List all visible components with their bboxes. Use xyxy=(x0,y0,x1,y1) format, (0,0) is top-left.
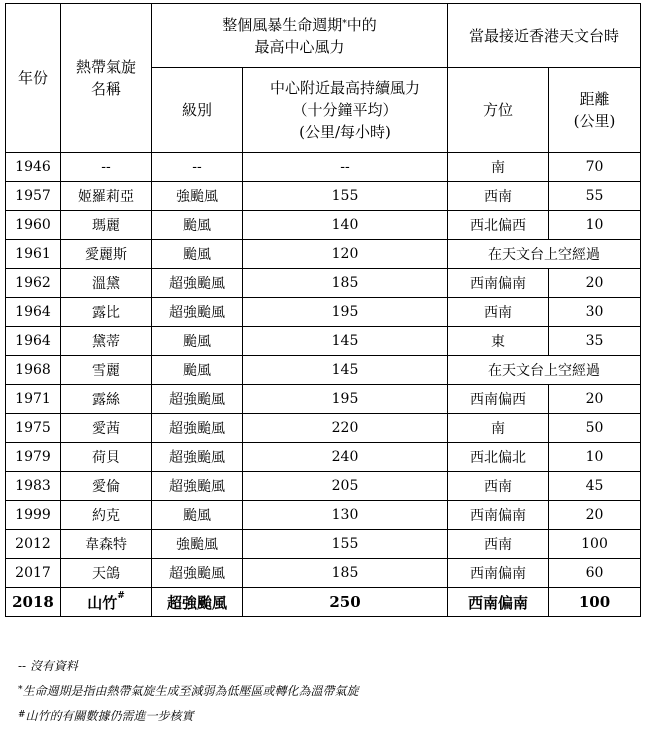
cell-wind: 185 xyxy=(243,559,448,588)
cell-category: 颱風 xyxy=(152,211,243,240)
cell-name: 愛麗斯 xyxy=(61,240,152,269)
cell-category: 颱風 xyxy=(152,356,243,385)
cell-direction: 西南偏南 xyxy=(448,588,549,617)
cell-name: 露絲 xyxy=(61,385,152,414)
table-row xyxy=(6,356,641,385)
cell-category: 颱風 xyxy=(152,327,243,356)
cell-wind: 145 xyxy=(243,356,448,385)
cell-wind: 140 xyxy=(243,211,448,240)
footnote-mangkhut: #山竹的有關數據仍需進一步核實 xyxy=(18,709,194,723)
cell-year: 1968 xyxy=(6,356,61,385)
cell-category: 颱風 xyxy=(152,501,243,530)
cell-distance: 20 xyxy=(549,269,641,298)
footnotes xyxy=(18,654,359,729)
cell-wind: 130 xyxy=(243,501,448,530)
cell-wind: 120 xyxy=(243,240,448,269)
cell-year: 1971 xyxy=(6,385,61,414)
cell-category: 強颱風 xyxy=(152,530,243,559)
cell-year: 1961 xyxy=(6,240,61,269)
cell-name: -- xyxy=(61,153,152,182)
cell-direction: 西南偏西 xyxy=(448,385,549,414)
cell-wind: 205 xyxy=(243,472,448,501)
footnote-no-data: -- 沒有資料 xyxy=(18,659,78,673)
cell-direction: 西南偏南 xyxy=(448,559,549,588)
cell-name: 黛蒂 xyxy=(61,327,152,356)
table-row xyxy=(6,240,641,269)
table-row xyxy=(6,443,641,472)
table-row xyxy=(6,298,641,327)
cell-name: 愛倫 xyxy=(61,472,152,501)
cell-wind: 195 xyxy=(243,298,448,327)
cell-wind: 195 xyxy=(243,385,448,414)
footnote-life-cycle: *生命週期是指由熱帶氣旋生成至減弱為低壓區或轉化為溫帶氣旋 xyxy=(18,684,359,698)
cell-category: 超強颱風 xyxy=(152,298,243,327)
cell-year: 1975 xyxy=(6,414,61,443)
cell-category: 颱風 xyxy=(152,240,243,269)
cell-category: 超強颱風 xyxy=(152,269,243,298)
cell-direction: 東 xyxy=(448,327,549,356)
cell-year: 2012 xyxy=(6,530,61,559)
cell-distance: 70 xyxy=(549,153,641,182)
cell-passed-over: 在天文台上空經過 xyxy=(448,240,641,269)
header-row-1 xyxy=(6,4,641,68)
header-year: 年份 xyxy=(6,4,61,153)
cell-name: 韋森特 xyxy=(61,530,152,559)
cell-distance: 60 xyxy=(549,559,641,588)
header-category: 級別 xyxy=(152,68,243,153)
cell-category: 超強颱風 xyxy=(152,443,243,472)
cell-year: 1962 xyxy=(6,269,61,298)
cell-name: 山竹# xyxy=(61,588,152,617)
cell-direction: 西南 xyxy=(448,298,549,327)
cell-wind: 155 xyxy=(243,530,448,559)
cell-category: 超強颱風 xyxy=(152,588,243,617)
cell-direction: 西南 xyxy=(448,182,549,211)
cell-wind: -- xyxy=(243,153,448,182)
cell-distance: 50 xyxy=(549,414,641,443)
table-row xyxy=(6,472,641,501)
cell-name: 雪麗 xyxy=(61,356,152,385)
cell-year: 2018 xyxy=(6,588,61,617)
cell-wind: 155 xyxy=(243,182,448,211)
table-body xyxy=(6,153,641,617)
cell-category: 超強颱風 xyxy=(152,414,243,443)
cell-year: 1999 xyxy=(6,501,61,530)
cell-name: 荷貝 xyxy=(61,443,152,472)
cell-wind: 250 xyxy=(243,588,448,617)
table-row xyxy=(6,153,641,182)
cell-direction: 西北偏北 xyxy=(448,443,549,472)
cell-wind: 145 xyxy=(243,327,448,356)
cell-wind: 220 xyxy=(243,414,448,443)
cell-direction: 南 xyxy=(448,414,549,443)
cell-year: 1960 xyxy=(6,211,61,240)
cell-category: 超強颱風 xyxy=(152,472,243,501)
table-row xyxy=(6,559,641,588)
cell-category: 超強颱風 xyxy=(152,559,243,588)
table-row xyxy=(6,269,641,298)
typhoon-table xyxy=(5,3,641,617)
cell-year: 1946 xyxy=(6,153,61,182)
cell-year: 1979 xyxy=(6,443,61,472)
cell-category: 超強颱風 xyxy=(152,385,243,414)
cell-year: 1957 xyxy=(6,182,61,211)
header-name: 熱帶氣旋 名稱 xyxy=(61,4,152,153)
cell-name: 愛茜 xyxy=(61,414,152,443)
cell-distance: 10 xyxy=(549,211,641,240)
cell-distance: 55 xyxy=(549,182,641,211)
cell-distance: 100 xyxy=(549,530,641,559)
cell-distance: 35 xyxy=(549,327,641,356)
cell-wind: 185 xyxy=(243,269,448,298)
table-row xyxy=(6,501,641,530)
cell-direction: 西南偏南 xyxy=(448,501,549,530)
cell-category: -- xyxy=(152,153,243,182)
table-row xyxy=(6,327,641,356)
cell-name: 天鴿 xyxy=(61,559,152,588)
cell-name: 溫黛 xyxy=(61,269,152,298)
cell-year: 2017 xyxy=(6,559,61,588)
cell-passed-over: 在天文台上空經過 xyxy=(448,356,641,385)
cell-name: 約克 xyxy=(61,501,152,530)
cell-year: 1964 xyxy=(6,298,61,327)
table-row xyxy=(6,530,641,559)
cell-name: 瑪麗 xyxy=(61,211,152,240)
cell-distance: 100 xyxy=(549,588,641,617)
cell-distance: 20 xyxy=(549,501,641,530)
cell-direction: 南 xyxy=(448,153,549,182)
cell-name: 姬羅莉亞 xyxy=(61,182,152,211)
cell-distance: 10 xyxy=(549,443,641,472)
header-peak-intensity: 整個風暴生命週期*中的 最高中心風力 xyxy=(152,4,448,68)
header-direction: 方位 xyxy=(448,68,549,153)
header-distance: 距離 (公里) xyxy=(549,68,641,153)
cell-category: 強颱風 xyxy=(152,182,243,211)
table-row xyxy=(6,385,641,414)
header-max-wind: 中心附近最高持續風力 （十分鐘平均） (公里/每小時) xyxy=(243,68,448,153)
cell-direction: 西南 xyxy=(448,530,549,559)
cell-distance: 30 xyxy=(549,298,641,327)
cell-name: 露比 xyxy=(61,298,152,327)
cell-year: 1983 xyxy=(6,472,61,501)
table-row xyxy=(6,588,641,617)
cell-distance: 20 xyxy=(549,385,641,414)
cell-year: 1964 xyxy=(6,327,61,356)
table-row xyxy=(6,414,641,443)
cell-direction: 西南偏南 xyxy=(448,269,549,298)
cell-distance: 45 xyxy=(549,472,641,501)
table-row xyxy=(6,182,641,211)
cell-direction: 西南 xyxy=(448,472,549,501)
cell-wind: 240 xyxy=(243,443,448,472)
table-row xyxy=(6,211,641,240)
cell-direction: 西北偏西 xyxy=(448,211,549,240)
header-closest-approach: 當最接近香港天文台時 xyxy=(448,4,641,68)
